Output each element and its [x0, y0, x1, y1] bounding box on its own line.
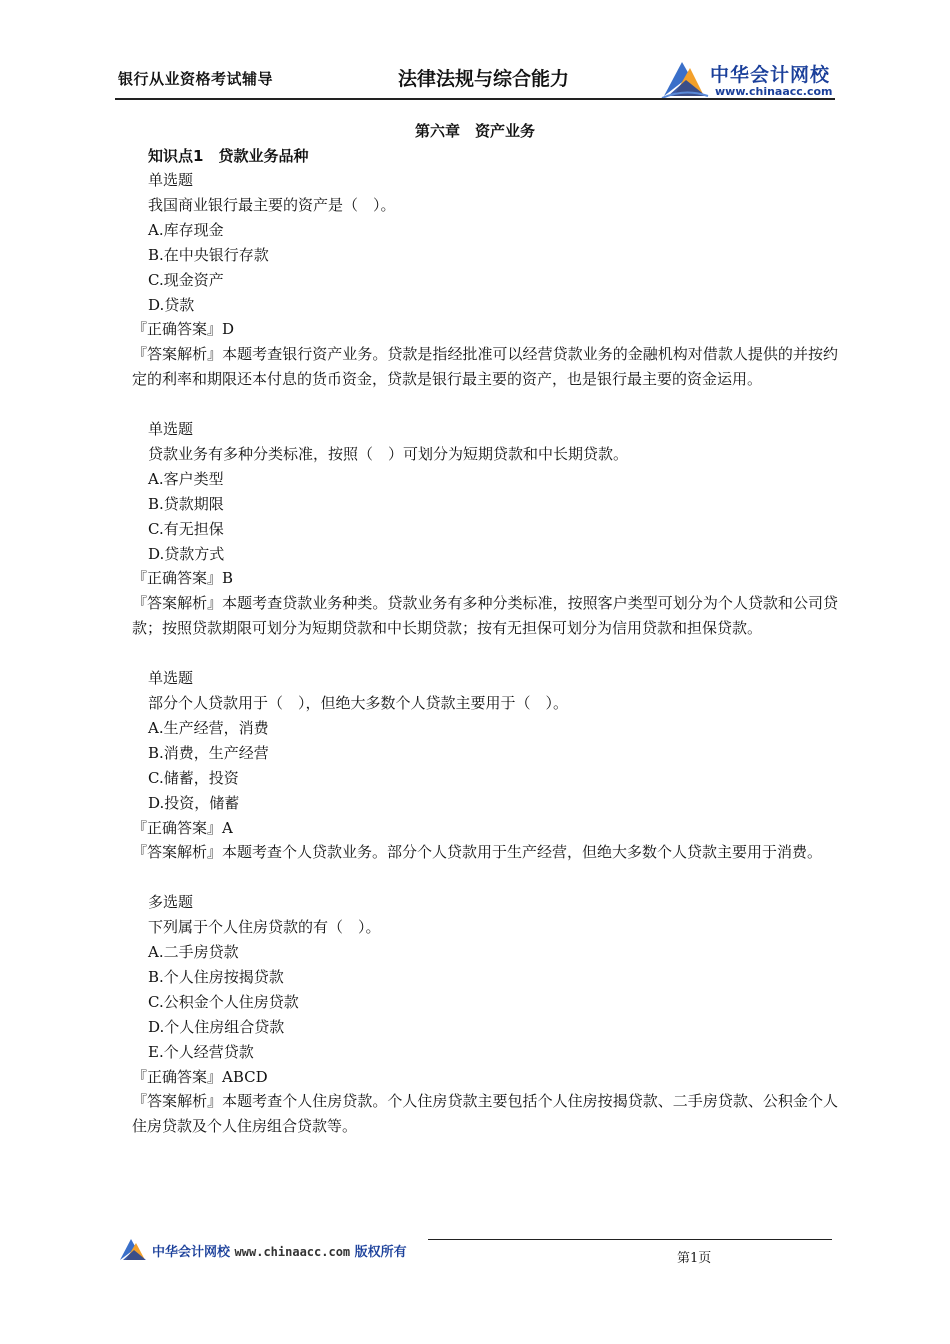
- chapter-title: 第六章 资产业务: [414, 122, 535, 140]
- header-center-title: 法律法规与综合能力: [398, 68, 570, 90]
- option-item: E.个人经营贷款: [148, 1042, 254, 1061]
- answer-analysis: 『答案解析』本题考查个人住房贷款。个人住房贷款主要包括个人住房按揭贷款、二手房贷款、公积金个人住房贷款及个人住房组合贷款等。: [132, 1092, 838, 1136]
- option-item: B.个人住房按揭贷款: [148, 967, 284, 986]
- question-type: 多选题: [148, 893, 194, 912]
- answer-analysis: 『答案解析』本题考查银行资产业务。贷款是指经批准可以经营贷款业务的金融机构对借款人提供的并按约定的利率和期限还本付息的货币资金，贷款是银行最主要的资产，也是银行最主要的资金运用。: [132, 345, 838, 389]
- question-stem: 部分个人贷款用于（ ），但绝大多数个人贷款主要用于（ ）。: [148, 694, 569, 712]
- question-type: 单选题: [148, 420, 194, 439]
- footer-logo-icon: [118, 1236, 148, 1262]
- header-divider: [115, 98, 835, 100]
- logo-brand-name: 中华会计网校: [710, 64, 831, 86]
- option-item: D.投资，储蓄: [148, 793, 240, 812]
- question-type: 单选题: [148, 171, 194, 189]
- question-type: 单选题: [148, 669, 194, 688]
- question-block: [132, 890, 838, 1139]
- option-item: C.现金资产: [148, 270, 224, 289]
- option-item: B.在中央银行存款: [148, 245, 269, 264]
- spacer: [132, 641, 838, 666]
- footer-url[interactable]: www.chinaacc.com: [234, 1245, 351, 1259]
- footer-divider: [428, 1239, 832, 1240]
- option-item: A.二手房贷款: [148, 943, 239, 962]
- option-item: A.生产经营，消费: [148, 718, 269, 737]
- option-item: D.贷款: [148, 295, 195, 314]
- page-number: 第1页: [677, 1251, 712, 1266]
- answer-analysis: 『答案解析』本题考查个人贷款业务。部分个人贷款用于生产经营，但绝大多数个人贷款主要用于消费。: [132, 843, 823, 862]
- footer-rights: 版权所有: [354, 1245, 407, 1260]
- question-stem: 我国商业银行最主要的资产是（ ）。: [148, 195, 396, 214]
- footer-brand: 中华会计网校: [152, 1245, 231, 1260]
- correct-answer: 『正确答案』A: [132, 818, 233, 837]
- question-block: [132, 168, 838, 392]
- footer-copyright: [152, 1241, 407, 1260]
- option-item: A.客户类型: [148, 469, 224, 488]
- site-logo[interactable]: [660, 58, 840, 100]
- header-left-title: 银行从业资格考试辅导: [118, 70, 274, 88]
- option-item: C.公积金个人住房贷款: [148, 992, 299, 1011]
- correct-answer: 『正确答案』D: [132, 320, 235, 339]
- option-item: B.贷款期限: [148, 494, 224, 513]
- question-list: [132, 168, 838, 1139]
- option-item: B.消费，生产经营: [148, 743, 269, 762]
- correct-answer: 『正确答案』ABCD: [132, 1067, 268, 1086]
- spacer: [132, 392, 838, 417]
- question-stem: 下列属于个人住房贷款的有（ ）。: [148, 918, 381, 937]
- correct-answer: 『正确答案』B: [132, 569, 234, 588]
- spacer: [132, 865, 838, 890]
- question-block: [132, 417, 838, 641]
- option-item: D.贷款方式: [148, 544, 225, 563]
- option-item: D.个人住房组合贷款: [148, 1017, 285, 1036]
- question-block: [132, 666, 838, 865]
- triangle-logo-icon: [660, 58, 710, 100]
- answer-analysis: 『答案解析』本题考查贷款业务种类。贷款业务有多种分类标准，按照客户类型可划分为个人贷款和公司贷款；按照贷款期限可划分为短期贷款和中长期贷款；按有无担保可划分为信用贷款和担保贷款。: [132, 594, 838, 638]
- option-item: A.库存现金: [148, 220, 224, 239]
- knowledge-point-title: 知识点1 贷款业务品种: [148, 147, 309, 165]
- option-item: C.储蓄，投资: [148, 768, 239, 787]
- logo-url: www.chinaacc.com: [715, 85, 833, 98]
- option-item: C.有无担保: [148, 519, 224, 538]
- question-stem: 贷款业务有多种分类标准，按照（ ）可划分为短期贷款和中长期贷款。: [148, 444, 629, 463]
